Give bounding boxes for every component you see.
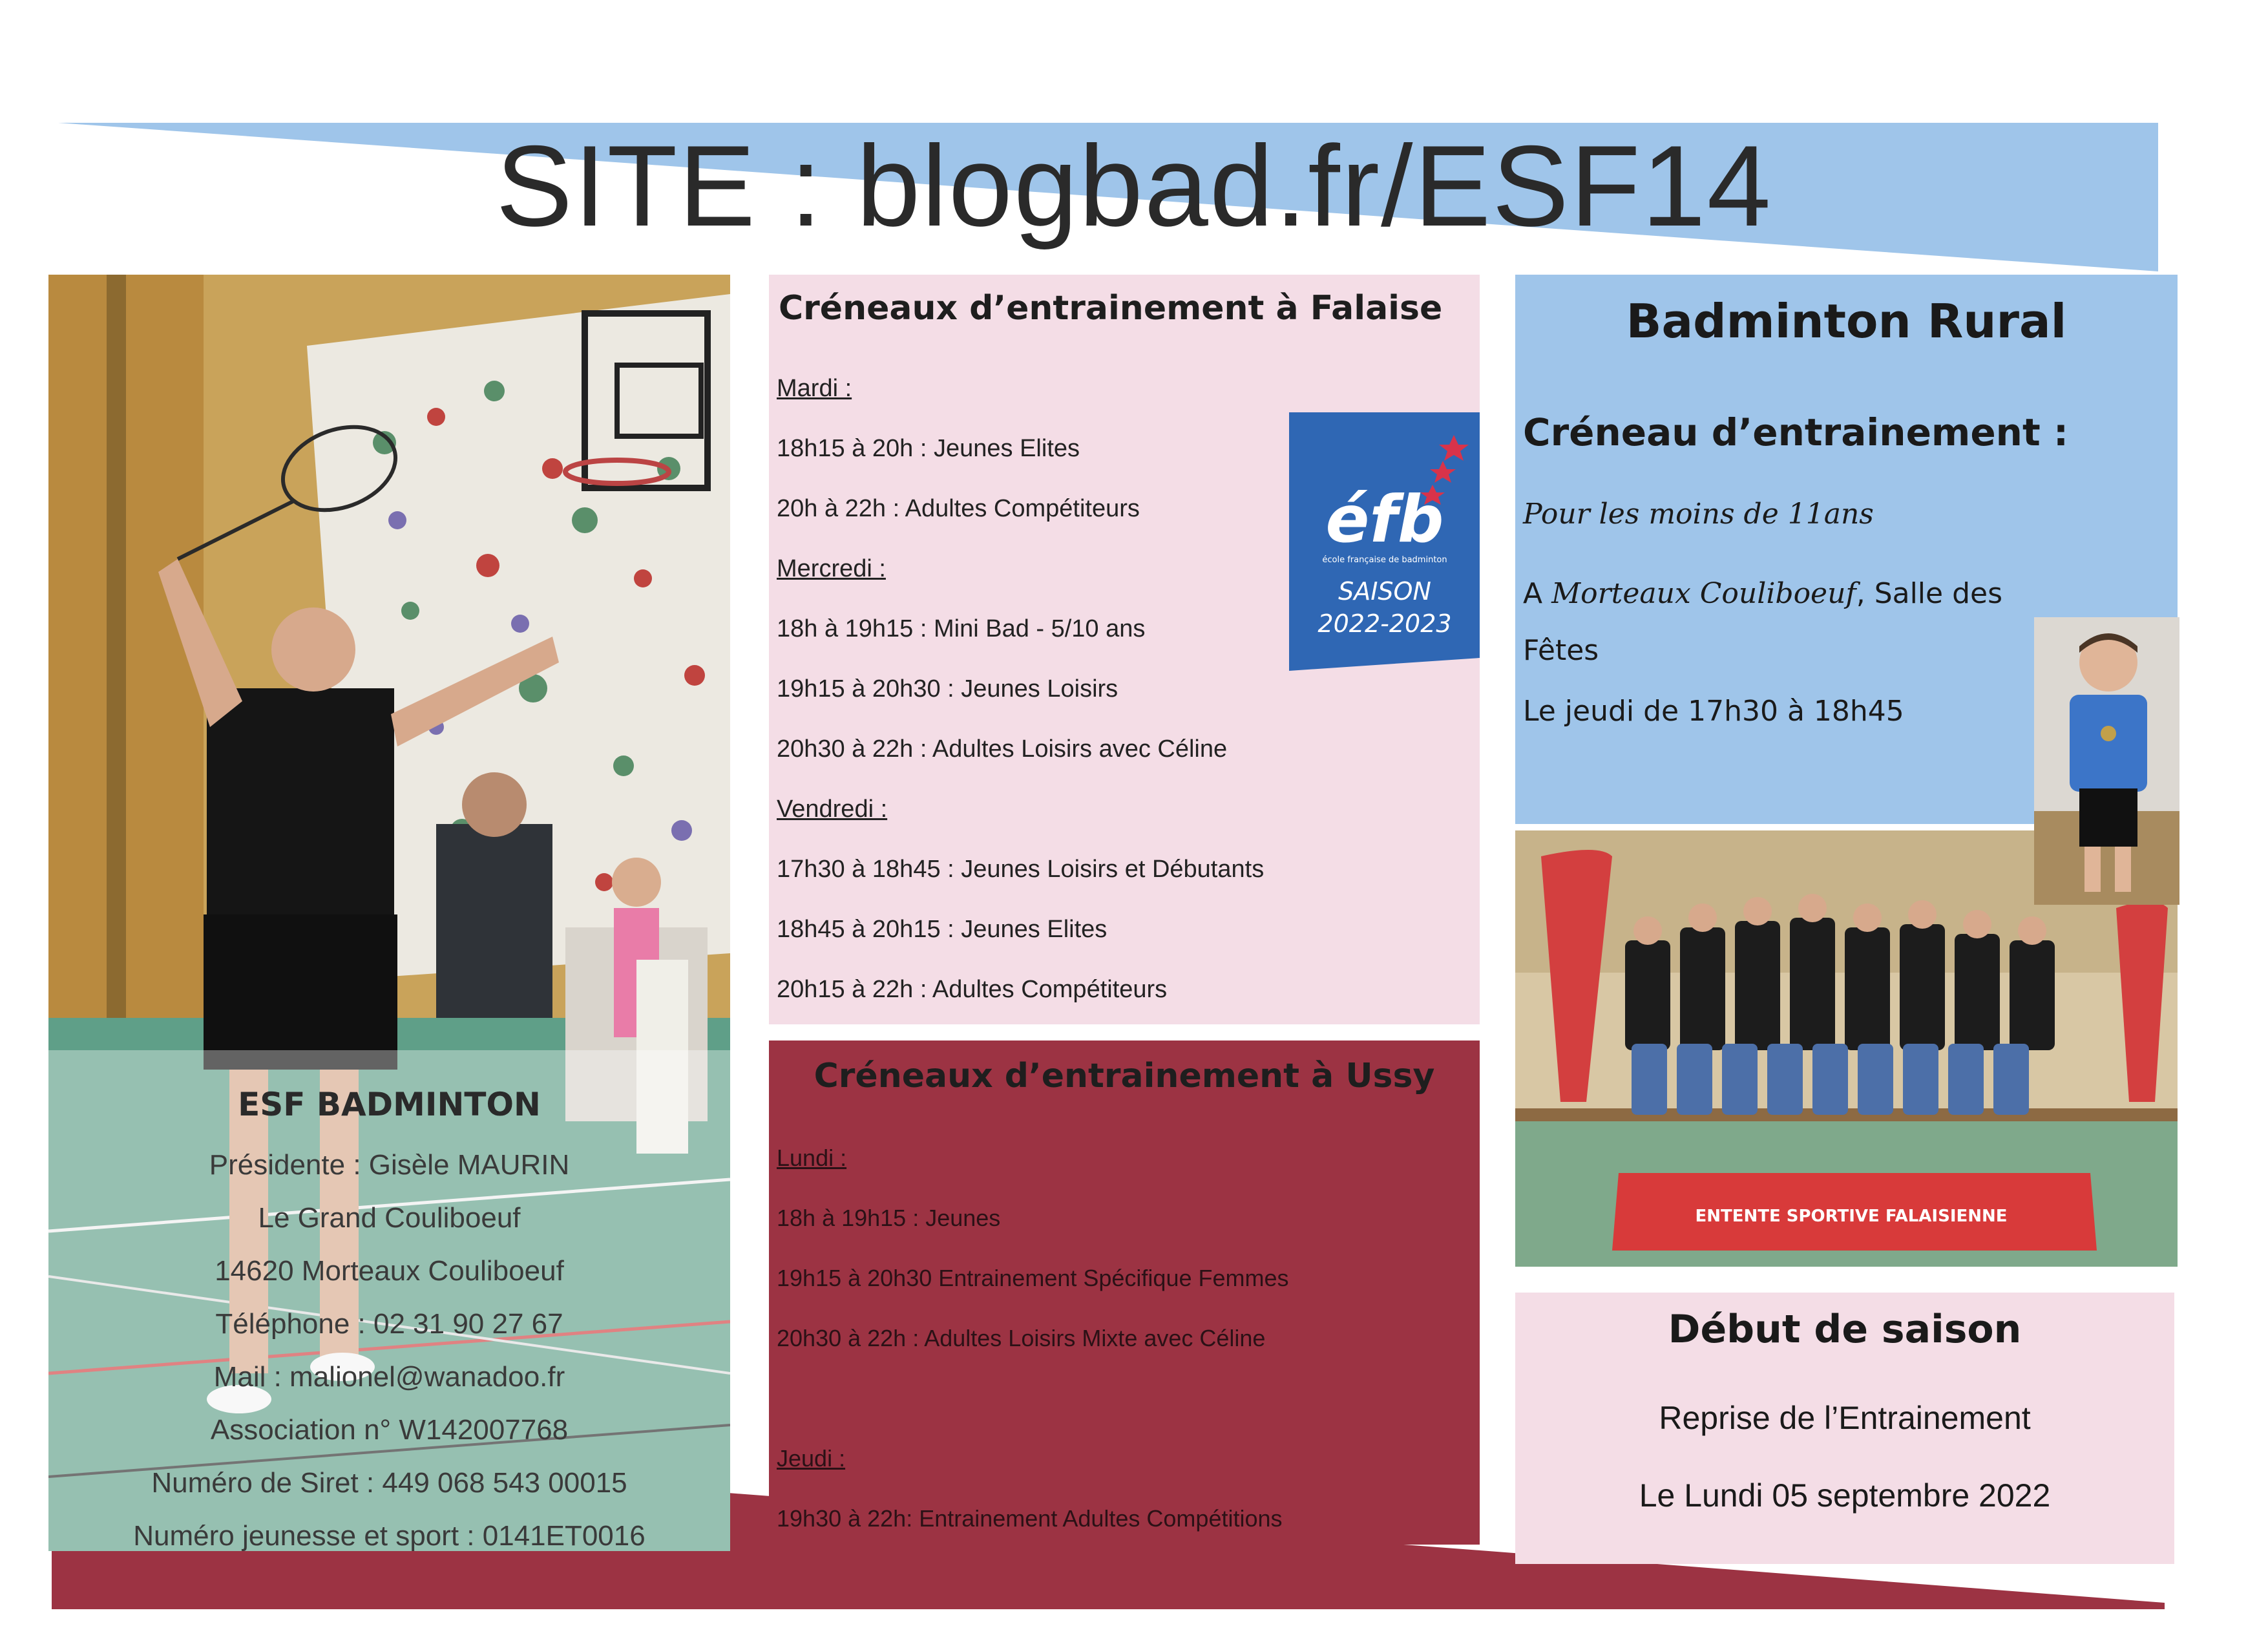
ussy-schedule [777, 1128, 1289, 1548]
club-email: Mail : malionel@wanadoo.fr [213, 1361, 565, 1393]
club-address-1: Le Grand Couliboeuf [258, 1202, 521, 1234]
day-mercredi: Mercredi : [777, 555, 886, 582]
club-phone: Téléphone : 02 31 90 27 67 [215, 1308, 563, 1340]
rural-place-location: Morteaux Couliboeuf [1551, 577, 1856, 610]
efb-tagline: école française de badminton [1322, 555, 1447, 565]
efb-logo-text: éfb [1325, 481, 1444, 557]
club-name: ESF BADMINTON [238, 1086, 541, 1123]
rural-place-suffix: , Salle des Fêtes [1523, 577, 2003, 667]
slot: 18h à 19h15 : Mini Bad - 5/10 ans [777, 615, 1146, 642]
efb-logo [1289, 412, 1480, 671]
season-start-date: Le Lundi 05 septembre 2022 [1639, 1477, 2051, 1514]
season-title: Début de saison [1668, 1307, 2022, 1352]
efb-years: 2022-2023 [1318, 609, 1452, 638]
club-association-number: Association n° W142007768 [210, 1414, 569, 1446]
rural-place [1523, 565, 2014, 679]
slot: 18h45 à 20h15 : Jeunes Elites [777, 916, 1108, 943]
day-jeudi: Jeudi : [777, 1445, 846, 1472]
day-lundi: Lundi : [777, 1145, 847, 1171]
club-jeunesse-sport: Numéro jeunesse et sport : 0141ET0016 [133, 1520, 646, 1552]
club-president: Présidente : Gisèle MAURIN [209, 1149, 570, 1181]
rural-subtitle: Créneau d’entrainement : [1523, 410, 2069, 454]
slot: 19h15 à 20h30 Entrainement Spécifique Femmes [777, 1265, 1289, 1291]
day-mardi: Mardi : [777, 375, 852, 402]
rural-place-prefix: A [1523, 577, 1552, 610]
slot: 18h à 19h15 : Jeunes [777, 1205, 1001, 1231]
rural-time: Le jeudi de 17h30 à 18h45 [1523, 695, 1904, 728]
slot: 20h30 à 22h : Adultes Loisirs Mixte avec Céline [777, 1325, 1266, 1351]
season-start-box [1515, 1293, 2174, 1564]
ussy-schedule-box [769, 1041, 1480, 1545]
slot: 19h15 à 20h30 : Jeunes Loisirs [777, 675, 1118, 703]
slot: 18h15 à 20h : Jeunes Elites [777, 435, 1080, 462]
club-info [48, 1086, 730, 1563]
slot: 20h15 à 22h : Adultes Compétiteurs [777, 976, 1168, 1003]
day-vendredi: Vendredi : [777, 796, 888, 823]
rural-title: Badminton Rural [1626, 294, 2067, 348]
slot: 19h30 à 22h: Entrainement Adultes Compétitions [777, 1505, 1283, 1532]
slot: 20h30 à 22h : Adultes Loisirs avec Céline [777, 735, 1228, 763]
team-banner-text: ENTENTE SPORTIVE FALAISIENNE [1695, 1207, 2008, 1226]
rural-age: Pour les moins de 11ans [1523, 498, 1874, 531]
slot: 17h30 à 18h45 : Jeunes Loisirs et Débutants [777, 856, 1265, 883]
falaise-title: Créneaux d’entrainement à Falaise [779, 289, 1443, 328]
falaise-schedule [777, 359, 1264, 1020]
spacer [777, 1368, 1289, 1428]
kid-photo [2034, 617, 2179, 905]
ussy-title: Créneaux d’entrainement à Ussy [814, 1057, 1435, 1095]
club-siret: Numéro de Siret : 449 068 543 00015 [151, 1467, 627, 1499]
site-url-title: SITE : blogbad.fr/ESF14 [496, 121, 1772, 250]
season-resume-text: Reprise de l’Entrainement [1659, 1400, 2031, 1436]
slot: 20h à 22h : Adultes Compétiteurs [777, 495, 1140, 522]
efb-saison: SAISON [1338, 577, 1431, 606]
club-address-2: 14620 Morteaux Couliboeuf [215, 1255, 564, 1287]
